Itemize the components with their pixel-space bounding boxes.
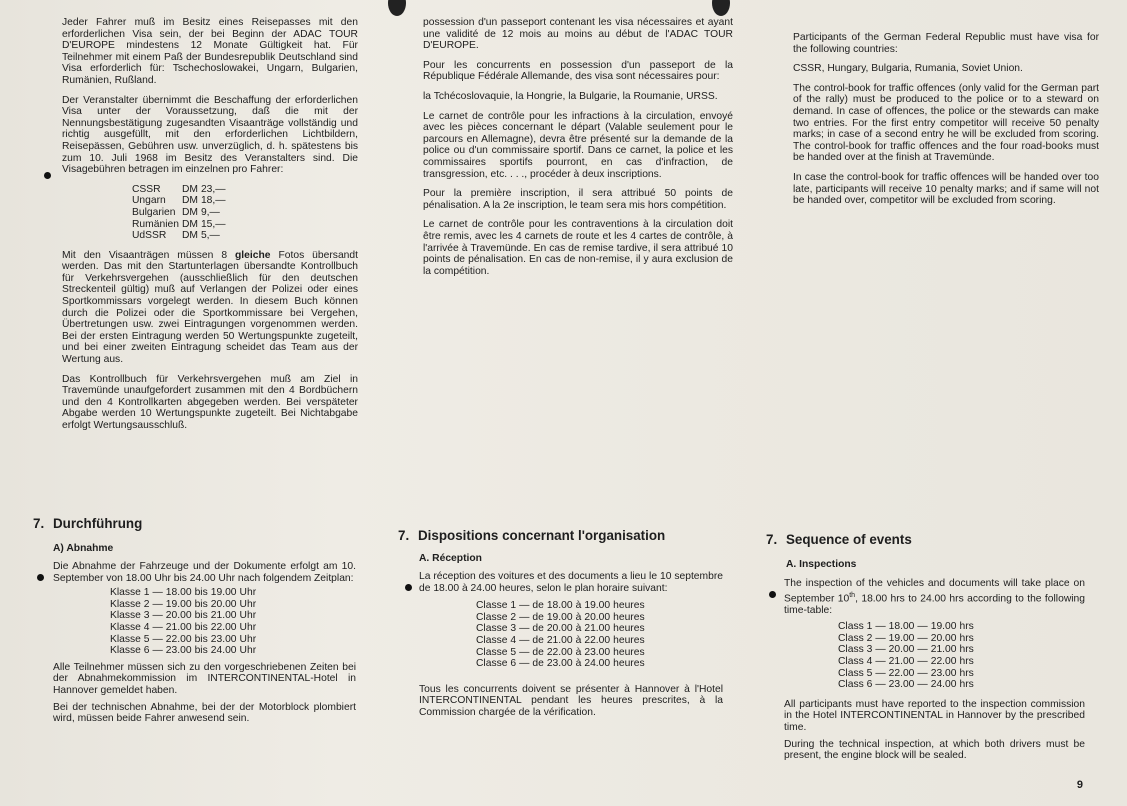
margin-bullet — [405, 584, 412, 591]
table-cell: Uhr — [239, 621, 257, 633]
table-cell: de — [532, 646, 544, 658]
table-cell: de — [532, 634, 544, 646]
fee-row — [132, 230, 229, 242]
table-cell: hrs — [959, 621, 974, 633]
table-cell: 21.00 — [210, 610, 237, 622]
table-cell: — — [917, 644, 928, 656]
schedule-row — [476, 623, 648, 635]
table-cell: DM — [181, 183, 198, 195]
table-cell: bis — [194, 587, 208, 599]
schedule-row — [110, 587, 259, 599]
fee-row — [132, 184, 229, 196]
english-paragraph: CSSR, Hungary, Bulgaria, Rumania, Soviet Union. — [793, 63, 1023, 75]
table-cell: — — [519, 658, 530, 670]
table-cell: DM — [181, 218, 198, 230]
table-cell: — — [152, 587, 163, 599]
table-cell: Class 1 — [838, 621, 873, 633]
table-cell: — — [152, 645, 163, 657]
table-cell: à — [575, 600, 582, 612]
table-cell: hrs — [959, 655, 974, 667]
french-paragraph: Le carnet de contrôle pour les infractions à la circulation, envoyé avec les pièces concernant le départ (Valable seulement pour le parcours en Allemagne), devra être présenté sur la demande de la police ou d'un commissaire sportif. Dans ce carnet, la police et les commissaires sportifs pourront, en cas d'infraction, de transgression, etc. . . ., procéder à deux inscriptions. — [423, 110, 733, 180]
table-cell: — — [519, 600, 530, 612]
table-cell: 18.00 — [888, 621, 915, 633]
table-cell: 23.00 — [584, 646, 611, 658]
table-cell: 20.00 — [888, 644, 915, 656]
table-cell: heures — [613, 623, 645, 635]
table-cell: — — [875, 667, 886, 679]
table-cell: — — [519, 646, 530, 658]
table-cell: Klasse 4 — [110, 621, 150, 633]
table-cell: Uhr — [239, 598, 257, 610]
french-schedule-table — [476, 600, 648, 670]
table-cell: 24.00 — [210, 645, 237, 657]
german-paragraph: Bei der technischen Abnahme, bei der der Motorblock plombiert wird, müssen beide Fahrer anwesend sein. — [53, 701, 356, 725]
table-cell: bis — [194, 645, 208, 657]
table-cell: 22.00 — [888, 667, 915, 679]
table-cell: 22.00 — [546, 646, 573, 658]
table-cell: — — [875, 655, 886, 667]
table-cell: Uhr — [239, 645, 257, 657]
table-cell: Klasse 3 — [110, 610, 150, 622]
table-cell: heures — [613, 658, 645, 670]
table-cell: 24.00 — [584, 658, 611, 670]
table-cell: 23.00 — [888, 679, 915, 691]
schedule-row — [838, 656, 977, 668]
table-cell: Uhr — [239, 610, 257, 622]
schedule-row — [838, 633, 977, 645]
schedule-row — [476, 635, 648, 647]
table-cell: — — [152, 598, 163, 610]
german-paragraph: Mit den Visaanträgen müssen 8 gleiche Fotos übersandt werden. Das mit den Startunterlagen übersandte Kontrollbuch für Verkehrsvergehen (ausschließlich für den deutschen Streckenteil gültig) muß auf Verlangen der Polizei oder eines Sportkommissars vorgelegt werden. In diesem Buch können durch die Polizei oder die Sportkommissare bei Vergehen, Übertretungen usw. zwei Eintragungen vorgenommen werden. Bei der ersten Eintragung werden 50 Wertungspunkte zugeteilt, und bei einer zweiten Eintragung scheidet das Team aus der Wertung aus. — [62, 249, 358, 366]
table-cell: Classe 1 — [476, 600, 517, 612]
table-cell: 19.00 — [546, 611, 573, 623]
english-paragraph: During the technical inspection, at which both drivers must be present, the engine block will be sealed. — [784, 738, 1085, 762]
french-paragraph: la Tchécoslovaquie, la Hongrie, la Bulgarie, la Roumanie, URSS. — [423, 90, 718, 102]
german-section-body — [53, 561, 356, 730]
visa-fee-table — [132, 184, 229, 242]
table-cell: — — [917, 621, 928, 633]
english-paragraph: The control-book for traffic offences (only valid for the German part of the rally) must be produced to the police or to a steward on demand. In case of offences, the police or the stewards can make two entries. For the first entry competitor will receive 50 penalty marks; in case of a second entry he will be excluded from scoring. The control-book for traffic offences and the four road-books must be handed over at the finish at Travemünde. — [793, 82, 1099, 164]
table-cell: 23.00 — [165, 645, 192, 657]
english-section-heading: 7. Sequence of events — [766, 532, 912, 547]
table-cell: Klasse 6 — [110, 645, 150, 657]
table-cell: Classe 2 — [476, 611, 517, 623]
table-cell: 21.00 — [888, 655, 915, 667]
table-cell: heures — [613, 600, 645, 612]
table-cell: 20.00 — [210, 598, 237, 610]
table-cell: Classe 6 — [476, 658, 517, 670]
french-upper-text — [423, 17, 733, 285]
table-cell: Class 3 — [838, 644, 873, 656]
french-paragraph: Tous les concurrents doivent se présenter à Hannover à l'Hotel INTERCONTINENTAL pendant les heures prescrites, à la Commission chargée de la vérification. — [419, 683, 723, 718]
english-paragraph: The inspection of the vehicles and documents will take place on September 10th, 18.00 hrs to 24.00 hrs according to the following time-table: — [784, 578, 1085, 616]
table-cell: 23,— — [200, 183, 226, 195]
french-paragraph: Pour la première inscription, il sera attribué 50 points de pénalisation. A la 2e inscription, le team sera mis hors compétition. — [423, 188, 733, 211]
table-cell: de — [532, 658, 544, 670]
margin-bullet — [44, 172, 51, 179]
table-cell: 21.00 — [584, 623, 611, 635]
table-cell: DM — [181, 195, 198, 207]
page-number: 9 — [1076, 779, 1083, 791]
schedule-row — [110, 634, 259, 646]
table-cell: 18.00 — [165, 587, 192, 599]
schedule-row — [476, 647, 648, 659]
french-paragraph: La réception des voitures et des documents a lieu le 10 septembre de 18.00 à 24.00 heures, selon le plan horaire suivant: — [419, 571, 723, 594]
english-schedule-table — [838, 621, 977, 691]
table-cell: Ungarn — [132, 195, 166, 207]
table-cell: Bulgarien — [132, 206, 176, 218]
table-cell: Class 4 — [838, 655, 873, 667]
table-cell: — — [152, 633, 163, 645]
table-cell: hrs — [959, 644, 974, 656]
table-cell: de — [532, 600, 544, 612]
table-cell: — — [875, 679, 886, 691]
french-section-heading: 7. Dispositions concernant l'organisation — [398, 528, 666, 543]
margin-bullet — [37, 574, 44, 581]
table-cell: 15,— — [200, 218, 226, 230]
table-cell: Klasse 5 — [110, 633, 150, 645]
table-cell: de — [532, 623, 544, 635]
german-upper-text — [62, 17, 358, 440]
table-cell: de — [532, 611, 544, 623]
table-cell: — — [875, 621, 886, 633]
table-cell: CSSR — [132, 183, 161, 195]
table-cell: bis — [194, 633, 208, 645]
schedule-row — [838, 621, 977, 633]
french-paragraph: Le carnet de contrôle pour les contraventions à la circulation doit être remis, avec les 4 carnets de route et les 4 cartes de contrôle, à l'arrivée à Travemünde. En cas de remise tardive, il sera attribué 10 points de pénalisation. En cas de non-remise, il y aura exclusion de la compétition. — [423, 219, 733, 277]
table-cell: 9,— — [200, 206, 220, 218]
english-upper-text — [793, 32, 1099, 215]
table-cell: 19.00 — [584, 600, 611, 612]
schedule-row — [110, 645, 259, 657]
table-cell: 20.00 — [165, 610, 192, 622]
table-cell: Class 6 — [838, 679, 873, 691]
german-paragraph: Die Abnahme der Fahrzeuge und der Dokumente erfolgt am 10. September von 18.00 Uhr bis 24.00 Uhr nach folgendem Zeitplan: — [53, 561, 356, 584]
margin-bullet — [769, 591, 776, 598]
table-cell: 23.00 — [546, 658, 573, 670]
table-cell: DM — [181, 206, 198, 218]
table-cell: 21.00 — [546, 634, 573, 646]
table-cell: bis — [194, 598, 208, 610]
german-schedule-table — [110, 587, 259, 657]
table-cell: 20.00 — [930, 632, 957, 644]
table-cell: 20.00 — [584, 611, 611, 623]
german-paragraph: Alle Teilnehmer müssen sich zu den vorgeschriebenen Zeiten bei der Abnahmekommission im INTERCONTINENTAL-Hotel in Hannover gemeldet haben. — [53, 661, 356, 696]
table-cell: Classe 5 — [476, 646, 517, 658]
schedule-row — [476, 658, 648, 670]
table-cell: Uhr — [239, 587, 257, 599]
schedule-row — [838, 644, 977, 656]
table-cell: UdSSR — [132, 230, 167, 242]
table-cell: 24.00 — [930, 679, 957, 691]
table-cell: 19.00 — [930, 621, 957, 633]
table-cell: — — [152, 621, 163, 633]
french-paragraph: possession d'un passeport contenant les visa nécessaires et ayant une validité de 12 mois au moins au début de l'ADAC TOUR D'EUROPE. — [423, 17, 733, 52]
table-cell: bis — [194, 610, 208, 622]
french-section-body — [419, 571, 723, 724]
binder-hole — [712, 0, 730, 16]
fee-row — [132, 195, 229, 207]
table-cell: Klasse 1 — [110, 587, 150, 599]
schedule-row — [838, 679, 977, 691]
table-cell: à — [575, 646, 582, 658]
table-cell: à — [575, 658, 582, 670]
table-cell: 21.00 — [930, 644, 957, 656]
table-cell: 19.00 — [165, 598, 192, 610]
table-cell: — — [875, 632, 886, 644]
schedule-row — [110, 622, 259, 634]
table-cell: Class 2 — [838, 632, 873, 644]
table-cell: hrs — [959, 667, 974, 679]
binder-hole — [388, 0, 406, 16]
table-cell: — — [917, 632, 928, 644]
table-cell: — — [917, 667, 928, 679]
table-cell: — — [917, 655, 928, 667]
german-subsection-heading: A) Abnahme — [53, 543, 114, 554]
english-paragraph: Participants of the German Federal Republic must have visa for the following countries: — [793, 32, 1099, 55]
table-cell: Klasse 2 — [110, 598, 150, 610]
table-cell: 5,— — [200, 230, 220, 242]
english-paragraph: In case the control-book for traffic offences will be handed over too late, participants will receive 10 penalty marks; and if same will not be handed over, competitor will be excluded from scoring. — [793, 171, 1099, 207]
fee-row — [132, 219, 229, 231]
table-cell: — — [519, 634, 530, 646]
schedule-row — [838, 668, 977, 680]
table-cell: Uhr — [239, 633, 257, 645]
table-cell: — — [875, 644, 886, 656]
table-cell: 19.00 — [210, 587, 237, 599]
schedule-row — [110, 610, 259, 622]
table-cell: à — [575, 634, 582, 646]
table-cell: 21.00 — [165, 621, 192, 633]
table-cell: hrs — [959, 679, 974, 691]
schedule-row — [476, 612, 648, 624]
table-cell: — — [519, 623, 530, 635]
schedule-row — [476, 600, 648, 612]
table-cell: 23.00 — [930, 667, 957, 679]
table-cell: — — [519, 611, 530, 623]
table-cell: à — [575, 623, 582, 635]
german-paragraph: Jeder Fahrer muß im Besitz eines Reisepasses mit den erforderlichen Visa sein, der bei Beginn der ADAC TOUR D'EUROPE mindestens 12 Monate Gültigkeit hat. Für Teilnehmer mit einem Paß der Bundesrepublik Deutschland sind Visa erforderlich für: Tschechoslowakei, Ungarn, Bulgarien, Rumänien, Rußland. — [62, 17, 358, 86]
english-paragraph: All participants must have reported to the inspection commission in the Hotel INTERCONTINENTAL in Hannover by the prescribed time. — [784, 698, 1085, 733]
table-cell: heures — [613, 646, 645, 658]
table-cell: 20.00 — [546, 623, 573, 635]
table-cell: 18.00 — [546, 600, 573, 612]
fee-row — [132, 207, 229, 219]
table-cell: 22.00 — [930, 655, 957, 667]
table-cell: Rumänien — [132, 218, 179, 230]
english-subsection-heading: A. Inspections — [786, 559, 857, 570]
table-cell: 22.00 — [584, 634, 611, 646]
table-cell: heures — [613, 611, 645, 623]
french-paragraph: Pour les concurrents en possession d'un passeport de la République Fédérale Allemande, des visa sont nécessaires pour: — [423, 59, 733, 83]
table-cell: Classe 4 — [476, 634, 517, 646]
table-cell: 22.00 — [165, 633, 192, 645]
german-paragraph: Der Veranstalter übernimmt die Beschaffung der erforderlichen Visa unter der Voraussetzung, daß die mit der Nennungsbestätigung zugesandten Visaanträge vollständig und richtig ausgefüllt, mit den erforderlichen Lichtbildern, Reisepässen, Gebühren usw. unverzüglich, d. h. spätestens bis zum 10. Juli 1968 im Besitz des Veranstalters sind. Die Visagebühren betragen im einzelnen pro Fahrer: — [62, 94, 358, 176]
table-cell: 22.00 — [210, 621, 237, 633]
schedule-row — [110, 599, 259, 611]
table-cell: — — [152, 610, 163, 622]
table-cell: 19.00 — [888, 632, 915, 644]
table-cell: — — [917, 679, 928, 691]
french-subsection-heading: A. Réception — [419, 553, 482, 564]
table-cell: Class 5 — [838, 667, 873, 679]
english-section-body — [784, 578, 1085, 767]
german-section-heading: 7. Durchführung — [33, 516, 143, 531]
table-cell: hrs — [959, 632, 974, 644]
table-cell: bis — [194, 621, 208, 633]
table-cell: Classe 3 — [476, 623, 517, 635]
table-cell: 18,— — [200, 195, 226, 207]
table-cell: DM — [181, 230, 198, 242]
german-paragraph: Das Kontrollbuch für Verkehrsvergehen muß am Ziel in Travemünde unaufgefordert zusammen mit den 4 Bordbüchern und den 4 Kontrollkarten abgegeben werden. Bei verspäteter Abgabe werden 10 Wertungspunkte zugeteilt. Bei Nichtabgabe erfolgt Wertungsausschluß. — [62, 373, 358, 431]
table-cell: 23.00 — [210, 633, 237, 645]
table-cell: à — [575, 611, 582, 623]
table-cell: heures — [613, 634, 645, 646]
